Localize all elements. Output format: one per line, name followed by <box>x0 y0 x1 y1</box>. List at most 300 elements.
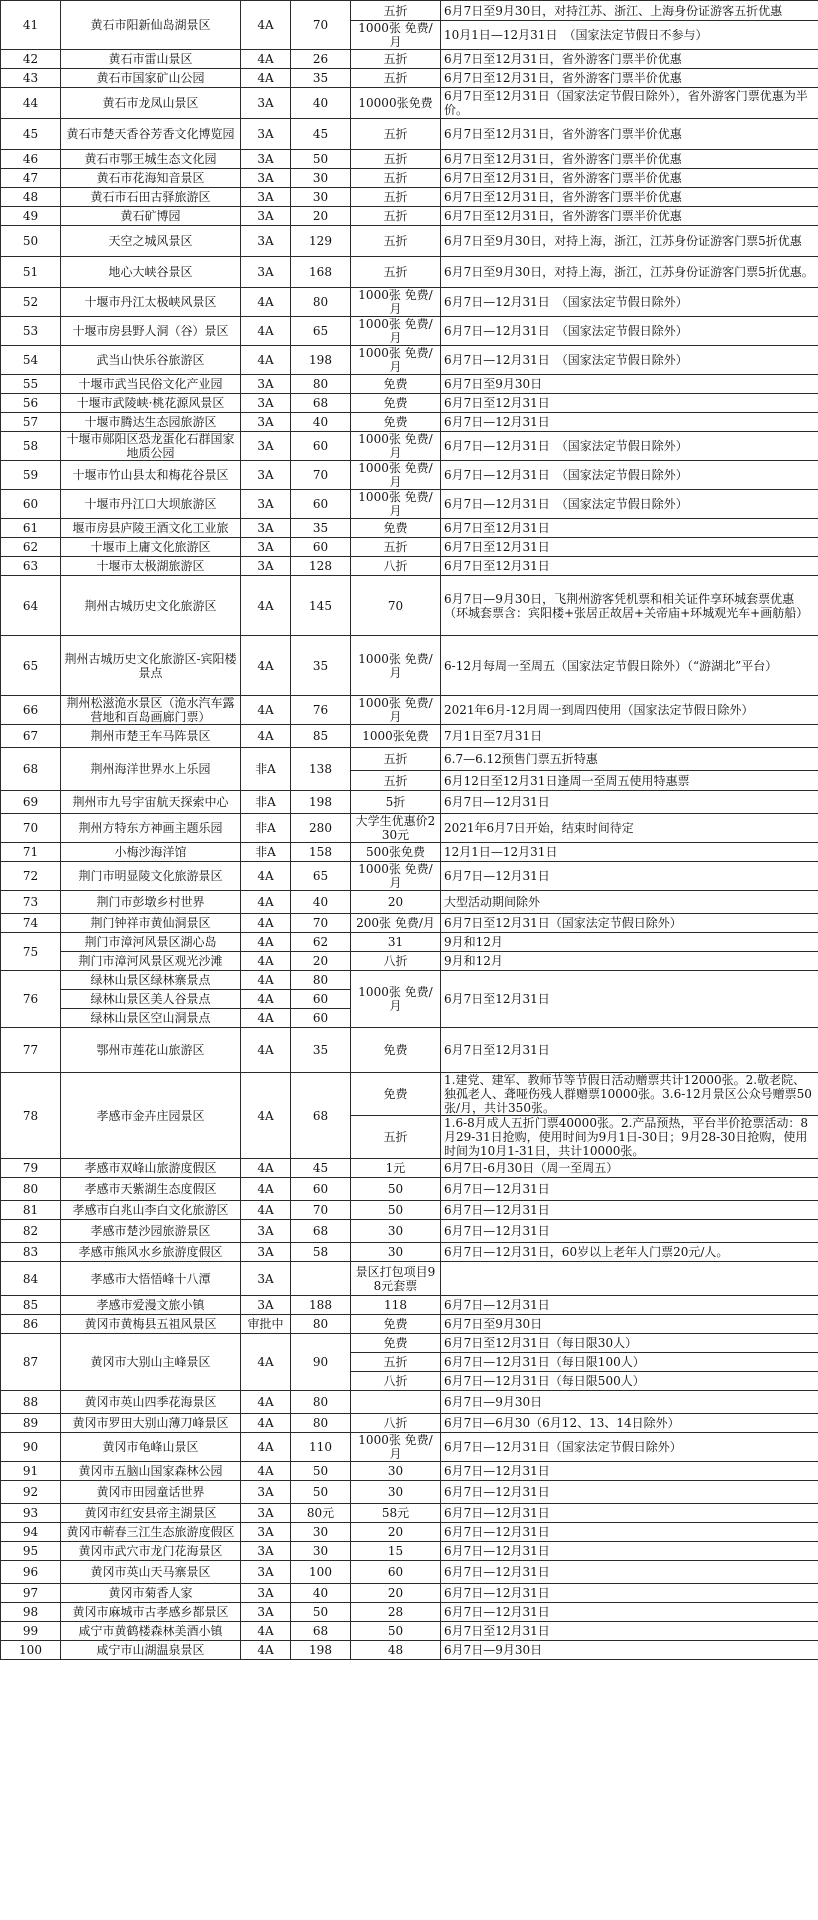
rating-level: 4A <box>241 1334 291 1391</box>
discount: 50 <box>351 1178 441 1201</box>
row-number: 64 <box>1 576 61 636</box>
table-row <box>1 1622 818 1641</box>
discount-terms: 6月7日—12月31日 <box>441 1523 818 1542</box>
discount: 五折 <box>351 69 441 88</box>
discount: 20 <box>351 1523 441 1542</box>
discount: 1000张 免费/月 <box>351 862 441 891</box>
discount: 28 <box>351 1603 441 1622</box>
ticket-price: 50 <box>291 1603 351 1622</box>
scenic-area-name: 十堰市武陵峡·桃花源风景区 <box>61 394 241 413</box>
rating-level: 4A <box>241 69 291 88</box>
discount: 八折 <box>351 1372 441 1391</box>
rating-level: 3A <box>241 150 291 169</box>
ticket-price: 30 <box>291 1523 351 1542</box>
discount: 五折 <box>351 771 441 791</box>
table-row <box>1 317 818 346</box>
scenic-area-name: 十堰市郧阳区恐龙蛋化石群国家地质公园 <box>61 432 241 461</box>
discount: 免费 <box>351 519 441 538</box>
ticket-price: 90 <box>291 1334 351 1391</box>
discount-terms: 6月7日—12月31日 <box>441 1542 818 1561</box>
table-row <box>1 1603 818 1622</box>
table-row <box>1 1178 818 1201</box>
discount: 五折 <box>351 538 441 557</box>
rating-level: 3A <box>241 1561 291 1584</box>
discount-terms: 6月7日—9月30日 <box>441 1391 818 1414</box>
ticket-price: 35 <box>291 519 351 538</box>
discount: 五折 <box>351 1353 441 1372</box>
ticket-price: 68 <box>291 394 351 413</box>
discount: 1000张 免费/月 <box>351 636 441 696</box>
discount-terms: 6月7日至12月31日（每日限30人） <box>441 1334 818 1353</box>
discount-terms: 6月7日—12月31日 <box>441 1220 818 1243</box>
scenic-area-name: 黄冈市田园童话世界 <box>61 1481 241 1504</box>
rating-level: 3A <box>241 432 291 461</box>
row-number: 47 <box>1 169 61 188</box>
discount: 15 <box>351 1542 441 1561</box>
row-number: 74 <box>1 914 61 933</box>
discount: 1000张 免费/月 <box>351 461 441 490</box>
table-row <box>1 394 818 413</box>
discount-terms: 6.7—6.12预售门票五折特惠 <box>441 748 818 771</box>
row-number: 71 <box>1 843 61 862</box>
row-number: 44 <box>1 88 61 119</box>
discount-terms: 6月7日—12月31日（每日限100人） <box>441 1353 818 1372</box>
ticket-price: 50 <box>291 1481 351 1504</box>
scenic-area-name: 武当山快乐谷旅游区 <box>61 346 241 375</box>
discount-terms: 6月7日—12月31日 （国家法定节假日除外） <box>441 346 818 375</box>
scenic-area-name: 黄石市鄂王城生态文化园 <box>61 150 241 169</box>
ticket-price: 70 <box>291 914 351 933</box>
discount-terms: 6月7日至9月30日，对持江苏、浙江、上海身份证游客五折优惠 <box>441 1 818 21</box>
scenic-area-name: 小梅沙海洋馆 <box>61 843 241 862</box>
discount: 1元 <box>351 1159 441 1178</box>
table-row <box>1 696 818 725</box>
discount-terms: 6月7日至12月31日，省外游客门票半价优惠 <box>441 50 818 69</box>
discount: 免费 <box>351 1334 441 1353</box>
ticket-price: 65 <box>291 862 351 891</box>
discount: 八折 <box>351 1414 441 1433</box>
table-row <box>1 1641 818 1660</box>
ticket-price: 60 <box>291 1178 351 1201</box>
scenic-area-name: 黄冈市黄梅县五祖风景区 <box>61 1315 241 1334</box>
row-number: 98 <box>1 1603 61 1622</box>
discount: 五折 <box>351 150 441 169</box>
scenic-area-name: 黄石矿博园 <box>61 207 241 226</box>
table-row <box>1 538 818 557</box>
ticket-price: 35 <box>291 69 351 88</box>
table-row <box>1 1296 818 1315</box>
discount-terms: 6月7日—12月31日 （国家法定节假日除外） <box>441 317 818 346</box>
discount-terms: 大型活动期间除外 <box>441 891 818 914</box>
rating-level: 3A <box>241 1504 291 1523</box>
row-number: 56 <box>1 394 61 413</box>
discount: 20 <box>351 1584 441 1603</box>
rating-level: 3A <box>241 557 291 576</box>
row-number: 91 <box>1 1462 61 1481</box>
ticket-price: 80 <box>291 375 351 394</box>
scenic-area-name: 荆州海洋世界水上乐园 <box>61 748 241 791</box>
row-number: 94 <box>1 1523 61 1542</box>
discount-terms: 6月7日—12月31日 <box>441 1584 818 1603</box>
rating-level: 4A <box>241 1433 291 1462</box>
scenic-area-name: 黄冈市蕲春三江生态旅游度假区 <box>61 1523 241 1542</box>
scenic-area-name: 十堰市腾达生态园旅游区 <box>61 413 241 432</box>
ticket-price: 60 <box>291 490 351 519</box>
discount: 31 <box>351 933 441 952</box>
table-row <box>1 557 818 576</box>
discount-terms: 6月7日至12月31日 <box>441 971 818 1028</box>
discount-terms: 6月7日至12月31日 <box>441 394 818 413</box>
row-number: 63 <box>1 557 61 576</box>
discount-terms: 6月7日—12月31日 <box>441 1603 818 1622</box>
rating-level: 4A <box>241 346 291 375</box>
table-row <box>1 375 818 394</box>
rating-level: 4A <box>241 576 291 636</box>
rating-level: 4A <box>241 725 291 748</box>
rating-level: 非A <box>241 843 291 862</box>
rating-level: 4A <box>241 1462 291 1481</box>
scenic-area-name: 绿林山景区美人谷景点 <box>61 990 241 1009</box>
ticket-price: 158 <box>291 843 351 862</box>
discount: 五折 <box>351 748 441 771</box>
row-number: 90 <box>1 1433 61 1462</box>
discount-terms: 6月7日—12月31日 <box>441 1504 818 1523</box>
discount-terms: 6月7日—6月30（6月12、13、14日除外） <box>441 1414 818 1433</box>
ticket-price: 280 <box>291 814 351 843</box>
table-row <box>1 748 818 771</box>
scenic-area-name: 黄石市楚天香谷芳香文化博览园 <box>61 119 241 150</box>
rating-level: 3A <box>241 169 291 188</box>
scenic-area-name: 黄冈市罗田大别山薄刀峰景区 <box>61 1414 241 1433</box>
table-row <box>1 490 818 519</box>
table-row <box>1 69 818 88</box>
scenic-area-name: 黄石市花海知音景区 <box>61 169 241 188</box>
discount: 50 <box>351 1201 441 1220</box>
row-number: 79 <box>1 1159 61 1178</box>
table-row <box>1 1201 818 1220</box>
ticket-price: 188 <box>291 1296 351 1315</box>
rating-level: 3A <box>241 538 291 557</box>
discount: 58元 <box>351 1504 441 1523</box>
discount: 景区打包项目98元套票 <box>351 1262 441 1296</box>
scenic-area-name: 咸宁市黄鹤楼森林美酒小镇 <box>61 1622 241 1641</box>
row-number: 41 <box>1 1 61 50</box>
ticket-price: 110 <box>291 1433 351 1462</box>
ticket-price: 35 <box>291 1028 351 1073</box>
discount: 1000张 免费/月 <box>351 21 441 50</box>
row-number: 84 <box>1 1262 61 1296</box>
scenic-area-name: 十堰市太极湖旅游区 <box>61 557 241 576</box>
rating-level: 3A <box>241 207 291 226</box>
rating-level: 3A <box>241 375 291 394</box>
rating-level: 4A <box>241 914 291 933</box>
table-row <box>1 636 818 696</box>
discount: 30 <box>351 1220 441 1243</box>
discount-terms: 6月7日至12月31日，省外游客门票半价优惠 <box>441 207 818 226</box>
discount-terms: 9月和12月 <box>441 933 818 952</box>
rating-level: 4A <box>241 971 291 990</box>
rating-level: 3A <box>241 119 291 150</box>
discount: 5折 <box>351 791 441 814</box>
scenic-area-name: 荆州古城历史文化旅游区 <box>61 576 241 636</box>
ticket-price: 70 <box>291 1201 351 1220</box>
rating-level: 4A <box>241 1178 291 1201</box>
discount-terms: 6月7日—12月31日 <box>441 1481 818 1504</box>
discount-terms: 10月1日—12月31日 （国家法定节假日不参与） <box>441 21 818 50</box>
rating-level: 4A <box>241 891 291 914</box>
discount: 五折 <box>351 257 441 288</box>
scenic-area-name: 荆门市明显陵文化旅游景区 <box>61 862 241 891</box>
discount-terms: 6月7日至12月31日，省外游客门票半价优惠 <box>441 188 818 207</box>
discount: 70 <box>351 576 441 636</box>
discount: 30 <box>351 1462 441 1481</box>
rating-level: 4A <box>241 1009 291 1028</box>
table-row <box>1 519 818 538</box>
table-row <box>1 346 818 375</box>
ticket-price: 40 <box>291 1584 351 1603</box>
row-number: 61 <box>1 519 61 538</box>
rating-level: 3A <box>241 1243 291 1262</box>
discount-terms: 6月7日-6月30日（周一至周五） <box>441 1159 818 1178</box>
scenic-area-name: 黄石市雷山景区 <box>61 50 241 69</box>
ticket-price: 62 <box>291 933 351 952</box>
discount-terms: 6月7日—12月31日 <box>441 1178 818 1201</box>
rating-level: 3A <box>241 226 291 257</box>
rating-level: 非A <box>241 791 291 814</box>
discount: 1000张 免费/月 <box>351 432 441 461</box>
row-number: 43 <box>1 69 61 88</box>
ticket-price: 65 <box>291 317 351 346</box>
ticket-price: 30 <box>291 188 351 207</box>
rating-level: 4A <box>241 933 291 952</box>
table-row <box>1 188 818 207</box>
discount-terms: 6月7日—12月31日 （国家法定节假日除外） <box>441 288 818 317</box>
row-number: 62 <box>1 538 61 557</box>
scenic-area-name: 荆门市漳河风景区湖心岛 <box>61 933 241 952</box>
discount-terms: 6月7日—12月31日（每日限500人） <box>441 1372 818 1391</box>
discount: 118 <box>351 1296 441 1315</box>
table-row <box>1 1334 818 1353</box>
table-row <box>1 1542 818 1561</box>
rating-level: 3A <box>241 1603 291 1622</box>
rating-level: 3A <box>241 257 291 288</box>
ticket-price: 60 <box>291 990 351 1009</box>
rating-level: 4A <box>241 636 291 696</box>
discount: 免费 <box>351 1073 441 1116</box>
ticket-price: 35 <box>291 636 351 696</box>
discount: 免费 <box>351 1315 441 1334</box>
scenic-area-name: 十堰市丹江口大坝旅游区 <box>61 490 241 519</box>
discount: 五折 <box>351 207 441 226</box>
table-row <box>1 461 818 490</box>
discount-terms: 6月12日至12月31日逢周一至周五使用特惠票 <box>441 771 818 791</box>
table-row <box>1 1414 818 1433</box>
discount: 五折 <box>351 226 441 257</box>
ticket-price: 30 <box>291 1542 351 1561</box>
scenic-area-name: 孝感市楚沙园旅游景区 <box>61 1220 241 1243</box>
discount-terms: 6月7日—12月31日 <box>441 1462 818 1481</box>
rating-level: 非A <box>241 814 291 843</box>
discount: 1000张 免费/月 <box>351 971 441 1028</box>
table-row <box>1 725 818 748</box>
table-row <box>1 1504 818 1523</box>
discount-terms: 6月7日至12月31日 <box>441 1622 818 1641</box>
row-number: 42 <box>1 50 61 69</box>
scenic-area-name: 黄冈市麻城市古孝感乡都景区 <box>61 1603 241 1622</box>
rating-level: 3A <box>241 1220 291 1243</box>
rating-level: 4A <box>241 952 291 971</box>
table-row <box>1 1584 818 1603</box>
rating-level: 4A <box>241 990 291 1009</box>
row-number: 53 <box>1 317 61 346</box>
scenic-area-name: 荆门钟祥市黄仙洞景区 <box>61 914 241 933</box>
discount: 八折 <box>351 557 441 576</box>
discount: 1000张 免费/月 <box>351 317 441 346</box>
ticket-price: 168 <box>291 257 351 288</box>
scenic-area-name: 孝感市天紫湖生态度假区 <box>61 1178 241 1201</box>
ticket-price: 198 <box>291 791 351 814</box>
row-number: 46 <box>1 150 61 169</box>
ticket-price: 70 <box>291 461 351 490</box>
discount-terms: 6月7日—12月31日（国家法定节假日除外） <box>441 1433 818 1462</box>
row-number: 97 <box>1 1584 61 1603</box>
rating-level: 3A <box>241 394 291 413</box>
scenic-area-name: 孝感市白兆山李白文化旅游区 <box>61 1201 241 1220</box>
table-row <box>1 432 818 461</box>
row-number: 85 <box>1 1296 61 1315</box>
discount-terms: 6月7日至12月31日，省外游客门票半价优惠 <box>441 150 818 169</box>
rating-level: 4A <box>241 317 291 346</box>
row-number: 83 <box>1 1243 61 1262</box>
discount-terms: 6月7日至12月31日 <box>441 538 818 557</box>
discount-terms: 6月7日—12月31日 <box>441 1201 818 1220</box>
row-number: 95 <box>1 1542 61 1561</box>
rating-level: 3A <box>241 88 291 119</box>
ticket-price: 80 <box>291 1315 351 1334</box>
row-number: 68 <box>1 748 61 791</box>
scenic-area-name: 黄冈市大别山主峰景区 <box>61 1334 241 1391</box>
ticket-price: 40 <box>291 891 351 914</box>
scenic-area-name: 荆州方特东方神画主题乐园 <box>61 814 241 843</box>
discount-terms: 6月7日—9月30日，飞荆州游客凭机票和相关证件享环城套票优惠（环城套票含：宾阳楼+张居正故居+关帝庙+环城观光车+画舫船） <box>441 576 818 636</box>
discount-terms: 6-12月每周一至周五（国家法定节假日除外）（“游湖北”平台） <box>441 636 818 696</box>
ticket-price: 68 <box>291 1220 351 1243</box>
rating-level: 3A <box>241 1262 291 1296</box>
scenic-area-name: 十堰市上庸文化旅游区 <box>61 538 241 557</box>
row-number: 73 <box>1 891 61 914</box>
discount-terms: 1.6-8月成人五折门票40000张。2.产品预热，平台半价抢票活动：8月29-31日抢购，使用时间为9月1日-30日；9月28-30日抢购，使用时间为10月1-31日，共计10000张。 <box>441 1116 818 1159</box>
table-row <box>1 150 818 169</box>
table-row <box>1 1315 818 1334</box>
table-row <box>1 413 818 432</box>
discount-terms: 12月1日—12月31日 <box>441 843 818 862</box>
scenic-area-name: 荆州松滋洈水景区（洈水汽车露营地和百岛画廊门票） <box>61 696 241 725</box>
ticket-price: 80 <box>291 288 351 317</box>
discount-terms: 6月7日—12月31日 （国家法定节假日除外） <box>441 432 818 461</box>
scenic-area-name: 黄石市阳新仙岛湖景区 <box>61 1 241 50</box>
discount-terms: 2021年6月7日开始，结束时间待定 <box>441 814 818 843</box>
ticket-price: 138 <box>291 748 351 791</box>
discount: 大学生优惠价230元 <box>351 814 441 843</box>
discount: 五折 <box>351 1116 441 1159</box>
ticket-price: 20 <box>291 952 351 971</box>
discount-terms: 6月7日至12月31日，省外游客门票半价优惠 <box>441 119 818 150</box>
row-number: 81 <box>1 1201 61 1220</box>
row-number: 87 <box>1 1334 61 1391</box>
scenic-area-name: 十堰市房县野人洞（谷）景区 <box>61 317 241 346</box>
discount: 五折 <box>351 169 441 188</box>
rating-level: 3A <box>241 413 291 432</box>
row-number: 82 <box>1 1220 61 1243</box>
row-number: 58 <box>1 432 61 461</box>
table-row <box>1 226 818 257</box>
ticket-price <box>291 1262 351 1296</box>
discount-terms: 6月7日至12月31日（国家法定节假日除外），省外游客门票优惠为半价。 <box>441 88 818 119</box>
table-row <box>1 1220 818 1243</box>
discount-terms: 6月7日至12月31日 <box>441 1028 818 1073</box>
discount: 50 <box>351 1622 441 1641</box>
discount-terms: 6月7日至12月31日（国家法定节假日除外） <box>441 914 818 933</box>
row-number: 100 <box>1 1641 61 1660</box>
scenic-area-name: 孝感市熊风水乡旅游度假区 <box>61 1243 241 1262</box>
rating-level: 3A <box>241 1542 291 1561</box>
rating-level: 3A <box>241 1296 291 1315</box>
table-row <box>1 288 818 317</box>
row-number: 67 <box>1 725 61 748</box>
discount-terms: 6月7日至12月31日，省外游客门票半价优惠 <box>441 169 818 188</box>
row-number: 54 <box>1 346 61 375</box>
discount: 五折 <box>351 119 441 150</box>
table-row <box>1 576 818 636</box>
discount-terms: 6月7日至12月31日 <box>441 557 818 576</box>
discount-terms: 2021年6月-12月周一到周四使用（国家法定节假日除外） <box>441 696 818 725</box>
row-number: 75 <box>1 933 61 971</box>
ticket-price: 198 <box>291 346 351 375</box>
ticket-price: 60 <box>291 538 351 557</box>
scenic-area-name: 地心大峡谷景区 <box>61 257 241 288</box>
ticket-price: 80 <box>291 1414 351 1433</box>
scenic-area-name: 黄冈市红安县帝主湖景区 <box>61 1504 241 1523</box>
scenic-area-name: 黄冈市五脑山国家森林公园 <box>61 1462 241 1481</box>
ticket-price: 80 <box>291 971 351 990</box>
scenic-area-name: 黄石市国家矿山公园 <box>61 69 241 88</box>
discount-terms: 6月7日至12月31日 <box>441 519 818 538</box>
rating-level: 3A <box>241 1584 291 1603</box>
discount: 1000张免费 <box>351 725 441 748</box>
discount-terms: 6月7日—12月31日 <box>441 1296 818 1315</box>
scenic-area-name: 黄冈市菊香人家 <box>61 1584 241 1603</box>
table-row <box>1 1462 818 1481</box>
discount-terms: 6月7日至9月30日 <box>441 1315 818 1334</box>
ticket-price: 76 <box>291 696 351 725</box>
ticket-price: 45 <box>291 1159 351 1178</box>
discount: 20 <box>351 891 441 914</box>
scenic-area-name: 黄石市石田古驿旅游区 <box>61 188 241 207</box>
scenic-area-name: 孝感市金卉庄园景区 <box>61 1073 241 1159</box>
row-number: 88 <box>1 1391 61 1414</box>
ticket-price: 80元 <box>291 1504 351 1523</box>
scenic-area-name: 黄石市龙凤山景区 <box>61 88 241 119</box>
discount-terms: 6月7日至9月30日，对持上海，浙江，江苏身份证游客门票5折优惠 <box>441 226 818 257</box>
table-row <box>1 1243 818 1262</box>
ticket-price: 26 <box>291 50 351 69</box>
scenic-area-name: 鄂州市莲花山旅游区 <box>61 1028 241 1073</box>
row-number: 52 <box>1 288 61 317</box>
row-number: 76 <box>1 971 61 1028</box>
discount-terms: 6月7日—12月31日 <box>441 862 818 891</box>
rating-level: 4A <box>241 50 291 69</box>
row-number: 80 <box>1 1178 61 1201</box>
